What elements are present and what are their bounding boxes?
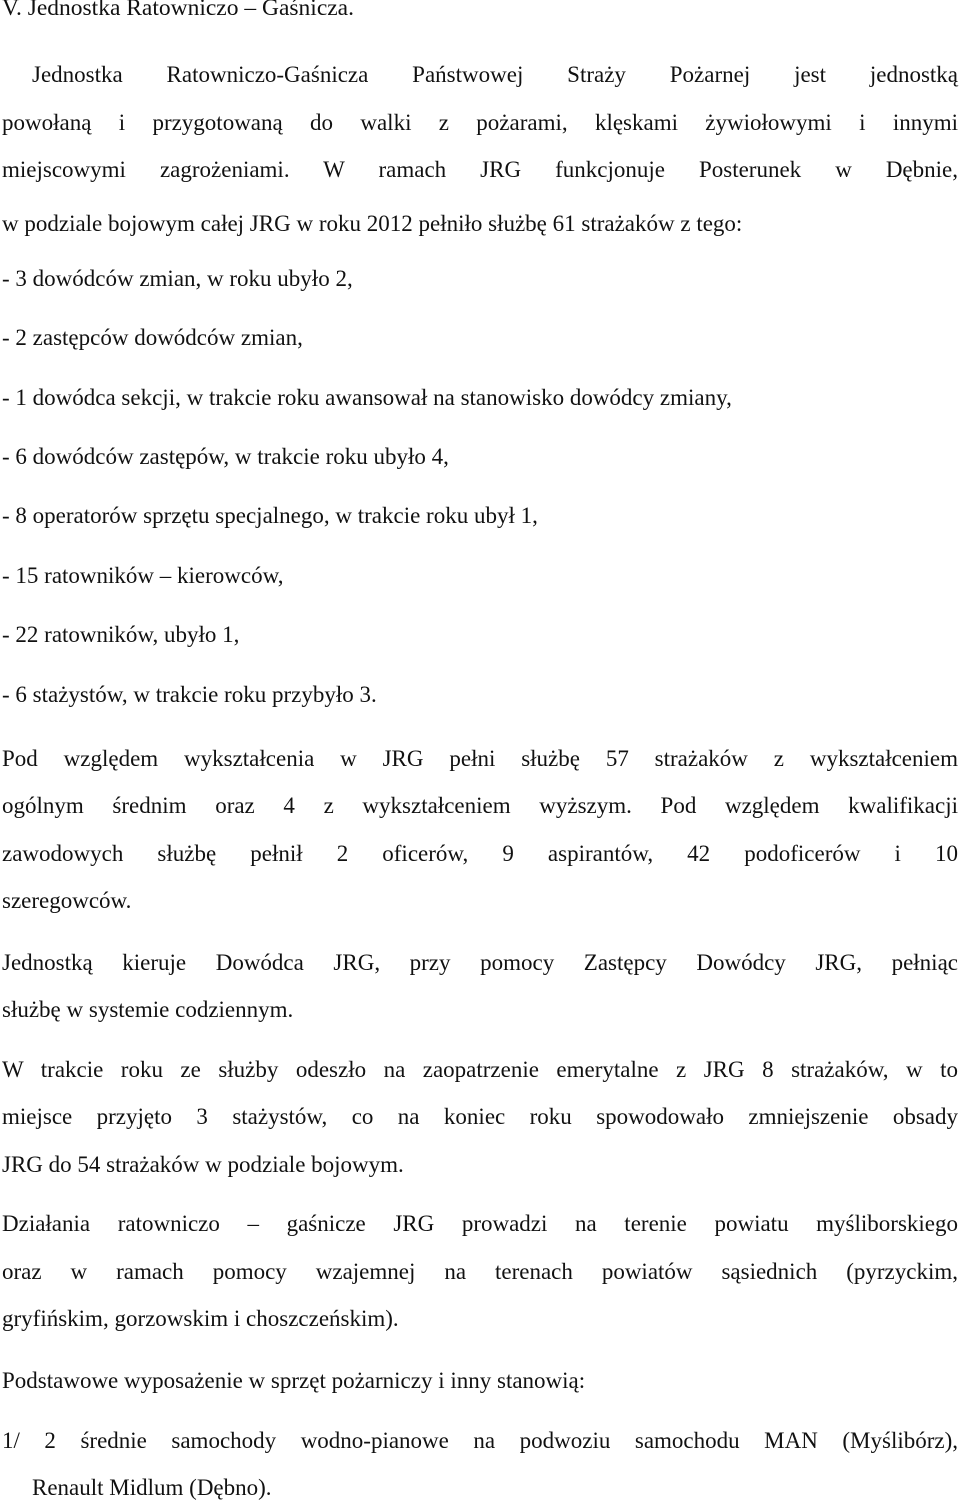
list-item: - 15 ratowników – kierowców, xyxy=(2,563,284,588)
paragraph-line: gryfińskim, gorzowskim i choszczeńskim). xyxy=(2,1306,399,1331)
list-item: - 2 zastępców dowódców zmian, xyxy=(2,325,303,350)
paragraph-line: Działania ratowniczo – gaśnicze JRG prowadzi na terenie powiatu myśliborskiego xyxy=(2,1211,958,1236)
paragraph-line: miejsce przyjęto 3 stażystów, co na koniec roku spowodowało zmniejszenie obsady xyxy=(2,1104,958,1129)
list-item: - 3 dowódców zmian, w roku ubyło 2, xyxy=(2,266,353,291)
paragraph-line: oraz w ramach pomocy wzajemnej na terenach powiatów sąsiednich (pyrzyckim, xyxy=(2,1259,958,1284)
paragraph-line: powołaną i przygotowaną do walki z pożarami, klęskami żywiołowymi i innymi xyxy=(2,110,958,135)
equipment-intro: Podstawowe wyposażenie w sprzęt pożarniczy i inny stanowią: xyxy=(2,1368,586,1393)
list-item: - 1 dowódca sekcji, w trakcie roku awansował na stanowisko dowódcy zmiany, xyxy=(2,385,732,410)
list-item: - 6 stażystów, w trakcie roku przybyło 3. xyxy=(2,682,377,707)
paragraph-line: Pod względem wykształcenia w JRG pełni służbę 57 strażaków z wykształceniem xyxy=(2,746,958,771)
paragraph-line: zawodowych służbę pełnił 2 oficerów, 9 aspirantów, 42 podoficerów i 10 xyxy=(2,841,958,866)
list-item: 1/ 2 średnie samochody wodno-pianowe na podwoziu samochodu MAN (Myślibórz), xyxy=(2,1428,958,1453)
paragraph-line: szeregowców. xyxy=(2,888,132,913)
list-item-continuation: Renault Midlum (Dębno). xyxy=(32,1475,272,1500)
paragraph-line: W trakcie roku ze służby odeszło na zaopatrzenie emerytalne z JRG 8 strażaków, w to xyxy=(2,1057,958,1082)
paragraph-line: ogólnym średnim oraz 4 z wykształceniem wyższym. Pod względem kwalifikacji xyxy=(2,793,958,818)
list-item: - 8 operatorów sprzętu specjalnego, w trakcie roku ubył 1, xyxy=(2,503,538,528)
list-item: - 6 dowódców zastępów, w trakcie roku ubyło 4, xyxy=(2,444,449,469)
paragraph-line: miejscowymi zagrożeniami. W ramach JRG funkcjonuje Posterunek w Dębnie, xyxy=(2,157,958,182)
list-item: - 22 ratowników, ubyło 1, xyxy=(2,622,240,647)
paragraph-line: Jednostka Ratowniczo-Gaśnicza Państwowej Straży Pożarnej jest jednostką xyxy=(32,62,958,87)
paragraph-line: służbę w systemie codziennym. xyxy=(2,997,294,1022)
paragraph-line: JRG do 54 strażaków w podziale bojowym. xyxy=(2,1152,404,1177)
paragraph-line: w podziale bojowym całej JRG w roku 2012 pełniło służbę 61 strażaków z tego: xyxy=(2,211,743,236)
paragraph-line: Jednostką kieruje Dowódca JRG, przy pomocy Zastępcy Dowódcy JRG, pełniąc xyxy=(2,950,958,975)
section-heading: V. Jednostka Ratowniczo – Gaśnicza. xyxy=(2,0,354,21)
